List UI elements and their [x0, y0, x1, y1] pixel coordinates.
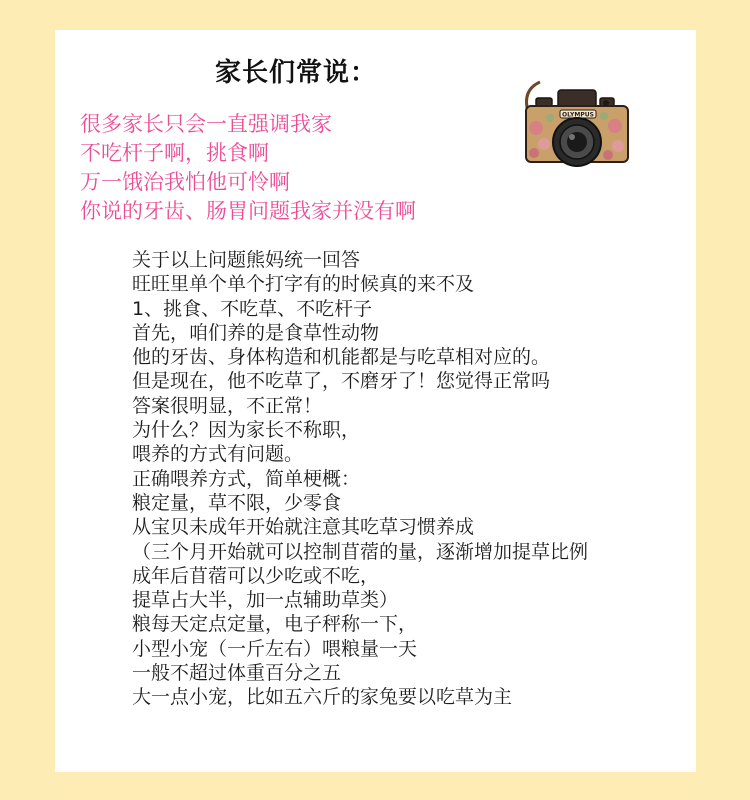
answer-line: 答案很明显，不正常！	[132, 394, 323, 417]
page-title: 家长们常说：	[215, 58, 378, 88]
answer-line: 大一点小宠，比如五六斤的家兔要以吃草为主	[132, 686, 513, 709]
answer-line: 他的牙齿、身体构造和机能都是与吃草相对应的。	[132, 346, 551, 369]
answer-line: 提草占大半，加一点辅助草类）	[132, 589, 399, 612]
answer-line: 喂养的方式有问题。	[132, 443, 304, 466]
parents-quote-list	[80, 110, 416, 226]
answer-line: 粮定量，草不限，少零食	[132, 491, 342, 514]
answer-line: （三个月开始就可以控制苜蓿的量，逐渐增加提草比例	[132, 540, 589, 563]
answer-line: 为什么？因为家长不称职，	[132, 419, 361, 442]
answer-line: 但是现在，他不吃草了，不磨牙了！您觉得正常吗	[132, 370, 551, 393]
quote-line: 很多家长只会一直强调我家	[80, 112, 332, 136]
answer-line: 正确喂养方式，简单梗概：	[132, 467, 361, 490]
answer-line: 成年后苜蓿可以少吃或不吃，	[132, 564, 380, 587]
content-card	[55, 30, 696, 772]
svg-text:OLYMPUS: OLYMPUS	[562, 111, 594, 119]
answer-text	[132, 248, 588, 710]
quote-line: 万一饿治我怕他可怜啊	[80, 170, 290, 194]
answer-line: 首先，咱们养的是食草性动物	[132, 321, 380, 344]
answer-line: 粮每天定点定量，电子秤称一下，	[132, 613, 418, 636]
quote-line: 你说的牙齿、肠胃问题我家并没有啊	[80, 199, 416, 223]
answer-line: 小型小宠（一斤左右）喂粮量一天	[132, 637, 418, 660]
answer-line: 关于以上问题熊妈统一回答	[132, 249, 361, 271]
quote-line: 不吃杆子啊，挑食啊	[80, 141, 269, 165]
answer-line: 旺旺里单个单个打字有的时候真的来不及	[132, 273, 475, 296]
answer-line: 一般不超过体重百分之五	[132, 662, 342, 685]
camera-icon	[520, 70, 635, 185]
answer-line: 1、挑食、不吃草、不吃杆子	[132, 297, 373, 320]
answer-line: 从宝贝未成年开始就注意其吃草习惯养成	[132, 516, 475, 539]
